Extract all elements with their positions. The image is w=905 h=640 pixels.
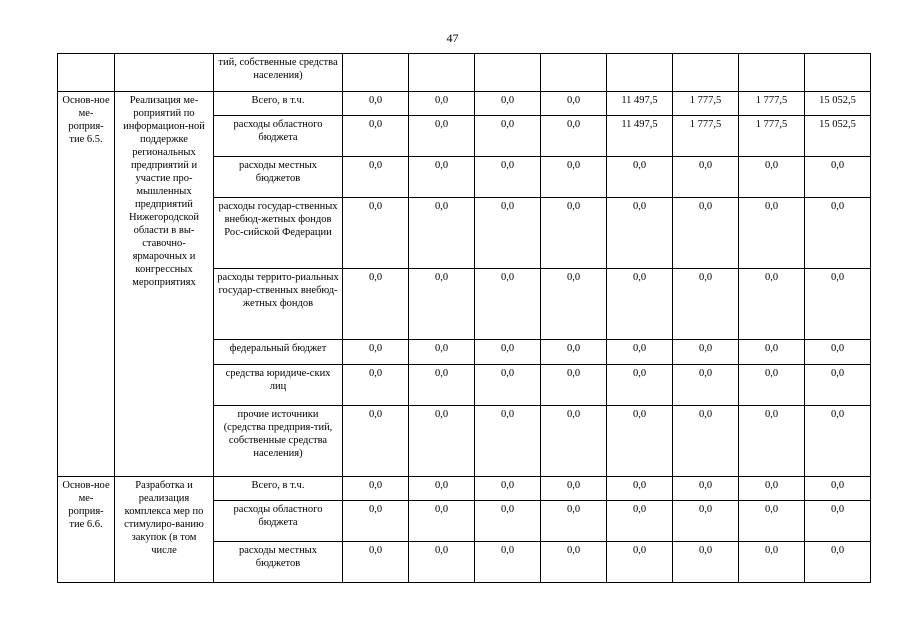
value-cell	[475, 54, 541, 92]
value-cell: 0,0	[343, 542, 409, 583]
value-cell: 0,0	[805, 365, 871, 406]
value-cell: 0,0	[475, 542, 541, 583]
value-cell: 0,0	[343, 501, 409, 542]
value-cell: 0,0	[607, 365, 673, 406]
value-cell: 0,0	[343, 116, 409, 157]
table-row	[58, 92, 871, 116]
value-cell: 0,0	[673, 269, 739, 340]
value-cell: 0,0	[805, 340, 871, 365]
value-cell: 0,0	[673, 501, 739, 542]
value-cell: 0,0	[541, 340, 607, 365]
value-cell	[673, 54, 739, 92]
value-cell: 0,0	[475, 157, 541, 198]
funding-source-cell: расходы областного бюджета	[214, 116, 343, 157]
value-cell: 15 052,5	[805, 92, 871, 116]
value-cell	[739, 54, 805, 92]
value-cell: 11 497,5	[607, 92, 673, 116]
value-cell: 0,0	[739, 501, 805, 542]
value-cell: 0,0	[409, 269, 475, 340]
value-cell: 0,0	[607, 542, 673, 583]
funding-source-cell: расходы террито-риальных государ-ственных внебюд-жетных фондов	[214, 269, 343, 340]
continuation-row	[58, 54, 871, 92]
value-cell: 0,0	[475, 477, 541, 501]
value-cell: 0,0	[739, 542, 805, 583]
value-cell: 0,0	[673, 340, 739, 365]
value-cell: 0,0	[805, 406, 871, 477]
value-cell: 0,0	[475, 198, 541, 269]
value-cell: 0,0	[673, 477, 739, 501]
value-cell: 0,0	[607, 477, 673, 501]
value-cell: 0,0	[475, 92, 541, 116]
value-cell: 0,0	[409, 198, 475, 269]
value-cell: 0,0	[607, 340, 673, 365]
value-cell: 0,0	[409, 157, 475, 198]
value-cell: 0,0	[343, 365, 409, 406]
value-cell: 0,0	[541, 406, 607, 477]
value-cell: 0,0	[541, 477, 607, 501]
value-cell: 0,0	[805, 477, 871, 501]
value-cell: 0,0	[409, 92, 475, 116]
value-cell: 0,0	[739, 157, 805, 198]
value-cell: 0,0	[475, 365, 541, 406]
value-cell: 0,0	[607, 501, 673, 542]
value-cell: 0,0	[541, 116, 607, 157]
value-cell: 0,0	[805, 501, 871, 542]
value-cell: 0,0	[541, 157, 607, 198]
value-cell: 0,0	[805, 269, 871, 340]
table-body	[58, 54, 871, 583]
value-cell: 0,0	[475, 269, 541, 340]
value-cell: 0,0	[409, 406, 475, 477]
value-cell: 0,0	[541, 542, 607, 583]
value-cell: 0,0	[673, 365, 739, 406]
value-cell: 0,0	[673, 542, 739, 583]
value-cell: 0,0	[343, 477, 409, 501]
value-cell: 0,0	[607, 406, 673, 477]
value-cell: 0,0	[541, 269, 607, 340]
value-cell: 0,0	[739, 198, 805, 269]
value-cell: 0,0	[739, 365, 805, 406]
funding-source-cell: средства юридиче-ских лиц	[214, 365, 343, 406]
funding-source-cell: расходы государ-ственных внебюд-жетных фондов Рос-сийской Федерации	[214, 198, 343, 269]
code-cell	[58, 54, 115, 92]
value-cell: 0,0	[673, 406, 739, 477]
value-cell: 0,0	[805, 198, 871, 269]
value-cell: 1 777,5	[673, 116, 739, 157]
value-cell	[805, 54, 871, 92]
funding-source-cell: прочие источники (средства предприя-тий, собственные средства населения)	[214, 406, 343, 477]
funding-source-cell: расходы местных бюджетов	[214, 157, 343, 198]
value-cell: 0,0	[475, 116, 541, 157]
value-cell: 1 777,5	[739, 116, 805, 157]
measure-name-cell: Реализация ме-роприятий по информацион-ной поддержке региональных предприятий и участие про-мышленных предприятий Нижегородской области в вы-ставочно-ярмарочных и конгрессных мероприятиях	[115, 92, 214, 477]
value-cell: 11 497,5	[607, 116, 673, 157]
value-cell: 0,0	[343, 92, 409, 116]
value-cell: 0,0	[805, 542, 871, 583]
value-cell: 0,0	[739, 477, 805, 501]
value-cell: 0,0	[475, 340, 541, 365]
value-cell: 0,0	[343, 157, 409, 198]
value-cell: 0,0	[739, 406, 805, 477]
funding-source-cell: федеральный бюджет	[214, 340, 343, 365]
value-cell: 0,0	[805, 157, 871, 198]
value-cell: 0,0	[343, 269, 409, 340]
value-cell: 1 777,5	[739, 92, 805, 116]
funding-source-cell: Всего, в т.ч.	[214, 92, 343, 116]
value-cell: 0,0	[343, 340, 409, 365]
value-cell: 0,0	[541, 365, 607, 406]
funding-source-cell: расходы областного бюджета	[214, 501, 343, 542]
value-cell: 0,0	[673, 157, 739, 198]
value-cell: 15 052,5	[805, 116, 871, 157]
value-cell: 0,0	[739, 340, 805, 365]
value-cell: 0,0	[607, 198, 673, 269]
value-cell: 0,0	[343, 198, 409, 269]
value-cell: 0,0	[409, 501, 475, 542]
value-cell: 0,0	[475, 501, 541, 542]
value-cell: 0,0	[475, 406, 541, 477]
value-cell: 0,0	[541, 92, 607, 116]
value-cell: 0,0	[409, 116, 475, 157]
measure-code-cell: Основ-ное ме-роприя-тие 6.5.	[58, 92, 115, 477]
funding-source-cell: Всего, в т.ч.	[214, 477, 343, 501]
budget-table	[57, 53, 871, 583]
value-cell: 0,0	[541, 501, 607, 542]
page-number: 47	[446, 31, 459, 45]
measure-name-cell: Разработка и реализация комплекса мер по стимулиро-ванию закупок (в том числе	[115, 477, 214, 583]
value-cell: 0,0	[409, 477, 475, 501]
value-cell	[343, 54, 409, 92]
value-cell: 0,0	[541, 198, 607, 269]
value-cell: 0,0	[409, 542, 475, 583]
value-cell	[607, 54, 673, 92]
table-row	[58, 477, 871, 501]
value-cell: 0,0	[607, 157, 673, 198]
measure-code-cell: Основ-ное ме-роприя-тие 6.6.	[58, 477, 115, 583]
source-cell: тий, собственные средства населения)	[214, 54, 343, 92]
value-cell: 0,0	[409, 365, 475, 406]
value-cell: 1 777,5	[673, 92, 739, 116]
value-cell: 0,0	[343, 406, 409, 477]
value-cell: 0,0	[673, 198, 739, 269]
value-cell	[409, 54, 475, 92]
value-cell: 0,0	[739, 269, 805, 340]
name-cell	[115, 54, 214, 92]
funding-source-cell: расходы местных бюджетов	[214, 542, 343, 583]
value-cell: 0,0	[607, 269, 673, 340]
value-cell: 0,0	[409, 340, 475, 365]
value-cell	[541, 54, 607, 92]
